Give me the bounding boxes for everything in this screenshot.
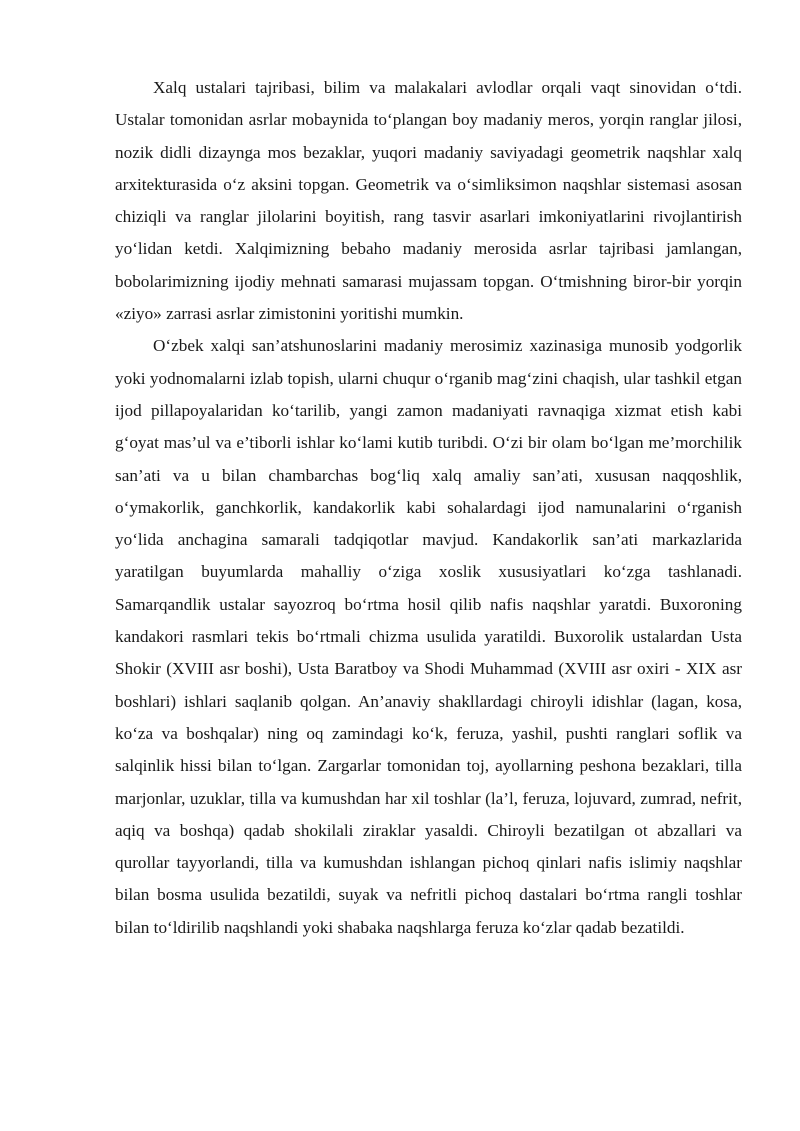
- document-page: [115, 72, 742, 944]
- body-paragraph-2: O‘zbek xalqi san’atshunoslarini madaniy merosimiz xazinasiga munosib yodgorlik yoki yodnomalarni izlab topish, ularni chuqur o‘rganib mag‘zini chaqish, ular tashkil etgan ijod pillapoyalaridan ko‘tarilib, yangi zamon madaniyati ravnaqiga xizmat etish kabi g‘oyat mas’ul va e’tiborli ishlar ko‘lami kutib turibdi. O‘zi bir olam bo‘lgan me’morchilik san’ati va u bilan chambarchas bog‘liq xalq amaliy san’ati, xususan naqqoshlik, o‘ymakorlik, ganchkorlik, kandakorlik kabi sohalardagi ijod namunalarini o‘rganish yo‘lida anchagina samarali tadqiqotlar mavjud. Kandakorlik san’ati markazlarida yaratilgan buyumlarda mahalliy o‘ziga xoslik xususiyatlari ko‘zga tashlanadi. Samarqandlik ustalar sayozroq bo‘rtma hosil qilib nafis naqshlar yaratdi. Buxoroning kandakori rasmlari tekis bo‘rtmali chizma usulida yaratildi. Buxorolik ustalardan Usta Shokir (XVIII asr boshi), Usta Baratboy va Shodi Muhammad (XVIII asr oxiri - XIX asr boshlari) ishlari saqlanib qolgan. An’anaviy shakllardagi chiroyli idishlar (lagan, kosa, ko‘za va boshqalar) ning oq zamindagi ko‘k, feruza, yashil, pushti ranglari soflik va salqinlik hissi bilan to‘lgan. Zargarlar tomonidan toj, ayollarning peshona bezaklari, tilla marjonlar, uzuklar, tilla va kumushdan har xil toshlar (la’l, feruza, lojuvard, zumrad, nefrit, aqiq va boshqa) qadab shokilali ziraklar yasaldi. Chiroyli bezatilgan ot abzallari va qurollar tayyorlandi, tilla va kumushdan ishlangan pichoq qinlari nafis islimiy naqshlar bilan bosma usulida bezatildi, suyak va nefritli pichoq dastalari bo‘rtma rangli toshlar bilan to‘ldirilib naqshlandi yoki shabaka naqshlarga feruza ko‘zlar qadab bezatildi.: [115, 336, 742, 937]
- body-paragraph-1: Xalq ustalari tajribasi, bilim va malakalari avlodlar orqali vaqt sinovidan o‘tdi. Ustalar tomonidan asrlar mobaynida to‘plangan boy madaniy meros, yorqin ranglar jilosi, nozik didli dizaynga mos bezaklar, yuqori madaniy saviyadagi geometrik naqshlar xalq arxitekturasida o‘z aksini topgan. Geometrik va o‘simliksimon naqshlar sistemasi asosan chiziqli va ranglar jilolarini boyitish, rang tasvir asarlari imkoniyatlarini rivojlantirish yo‘lidan ketdi. Xalqimizning bebaho madaniy merosida asrlar tajribasi jamlangan, bobolarimizning ijodiy mehnati samarasi mujassam topgan. O‘tmishning biror-bir yorqin «ziyo» zarrasi asrlar zimistonini yoritishi mumkin.: [115, 78, 742, 324]
